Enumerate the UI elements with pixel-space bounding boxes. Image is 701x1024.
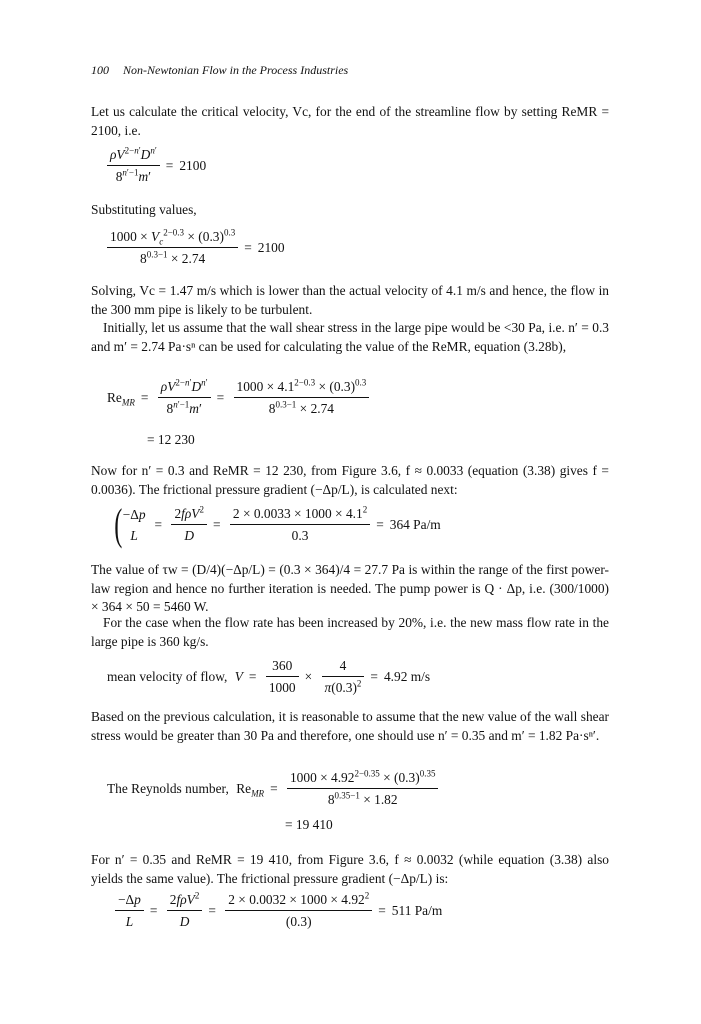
equation-pressure-gradient-new: $\frac{-\Delta p}{L}$ = $\frac{2f\rho V^2}{D}$ = $\frac{2 \times 0.0032 \times 1000 \times 4.92^2}{(0.3)}$ = 511 Pa/m xyxy=(115,892,448,930)
equation-critical-re: $\frac{\rho V^{2-n'}D^{n'}}{8^{n'-1}m'}$ = 2100 xyxy=(107,147,212,185)
fraction: $\frac{\rho V^{2-n'}D^{n'}}{8^{n'-1}m'}$ xyxy=(158,379,211,417)
equation-substituted: $\frac{1000 \times V_c^{2-0.3} \times (0.3)^{0.3}}{8^{0.3-1} \times 2.74}$ = 2100 xyxy=(107,229,291,267)
equation-reynolds-new: The Reynolds number, $Re_{MR}$ = $\frac{1000 \times 4.92^{2-0.35} \times (0.3)^{0.35}}{8^{0.35-1} \times 1.82}$ xyxy=(107,770,438,808)
equation-reynolds-result: = 12 230 xyxy=(147,432,195,447)
eq3-result: 12 230 xyxy=(157,432,195,447)
paragraph-1: Let us calculate the critical velocity, Vc, for the end of the streamline flow by setting ReMR = 2100, i.e. xyxy=(91,104,609,138)
eq1-result: 2100 xyxy=(179,158,207,173)
eq6-result: 19 410 xyxy=(295,817,333,832)
paragraph-3: Solving, Vc = 1.47 m/s which is lower than the actual velocity of 4.1 m/s and hence, the flow in the 300 mm pipe is likely to be turbulent. xyxy=(91,283,609,317)
eq7-result: 511 Pa/m xyxy=(391,903,443,918)
paragraph-8: Based on the previous calculation, it is reasonable to assume that the new value of the wall shear stress would be greater than 30 Pa and therefore, one should use n′ = 0.35 and m′ = 1.82 Pa·sⁿ′. xyxy=(91,709,609,743)
equation-reynolds-initial: $Re_{MR}$ = $\frac{\rho V^{2-n'}D^{n'}}{8^{n'-1}m'}$ = $\frac{1000 \times 4.1^{2-0.3} \times (0.3)^{0.3}}{8^{0.3-1} \times 2.74}$ xyxy=(107,379,369,417)
eq6-label: The Reynolds number, xyxy=(107,781,229,796)
eq4-result: 364 Pa/m xyxy=(389,517,441,532)
running-header xyxy=(91,63,348,78)
paragraph-2: Substituting values, xyxy=(91,202,197,217)
paragraph-4: Initially, let us assume that the wall shear stress in the large pipe would be <30 Pa, i.e. n′ = 0.3 and m′ = 2.74 Pa·sⁿ can be used for calculating the value of the ReMR, equation (3.28b), xyxy=(91,320,609,354)
equation-mean-velocity: mean velocity of flow, V = $\frac{360}{1000}$ × $\frac{4}{\pi(0.3)^2}$ = 4.92 m/s xyxy=(107,658,431,695)
eq2-result: 2100 xyxy=(257,240,285,255)
fraction: $\frac{1000 \times 4.1^{2-0.3} \times (0.3)^{0.3}}{8^{0.3-1} \times 2.74}$ xyxy=(234,379,370,417)
equation-pressure-gradient: ( −Δp L = $\frac{2f\rho V^2}{D}$ = $\frac{2 \times 0.0033 \times 1000 \times 4.1^2}{0.3}$ = 364 Pa/m xyxy=(114,500,441,549)
fraction: $\frac{1000 \times V_c^{2-0.3} \times (0.3)^{0.3}}{8^{0.3-1} \times 2.74}$ xyxy=(107,229,238,267)
paragraph-9: For n′ = 0.35 and ReMR = 19 410, from Figure 3.6, f ≈ 0.0032 (while equation (3.38) also yields the same value). The frictional pressure gradient (−Δp/L) is: xyxy=(91,852,609,886)
eq5-result: 4.92 m/s xyxy=(383,669,431,684)
paragraph-5: Now for n′ = 0.3 and ReMR = 12 230, from Figure 3.6, f ≈ 0.0033 (equation (3.38) gives f = 0.0036). The frictional pressure gradient (−Δp/L), is calculated next: xyxy=(91,463,609,497)
equation-reynolds-new-result: = 19 410 xyxy=(285,817,333,832)
eq5-label: mean velocity of flow, xyxy=(107,669,228,684)
paragraph-7: For the case when the flow rate has been increased by 20%, i.e. the new mass flow rate in the large pipe is 360 kg/s. xyxy=(91,615,609,649)
fraction: $\frac{\rho V^{2-n'}D^{n'}}{8^{n'-1}m'}$ xyxy=(107,147,160,185)
running-title: Non-Newtonian Flow in the Process Industries xyxy=(123,63,349,77)
page-number: 100 xyxy=(91,63,109,77)
paragraph-6: The value of τw = (D/4)(−Δp/L) = (0.3 × 364)/4 = 27.7 Pa is within the range of the first power-law region and hence no further iteration is needed. The pump power is Q · Δp, i.e. (300/1000) × 364 × 50 = 5460 W. xyxy=(91,562,609,614)
